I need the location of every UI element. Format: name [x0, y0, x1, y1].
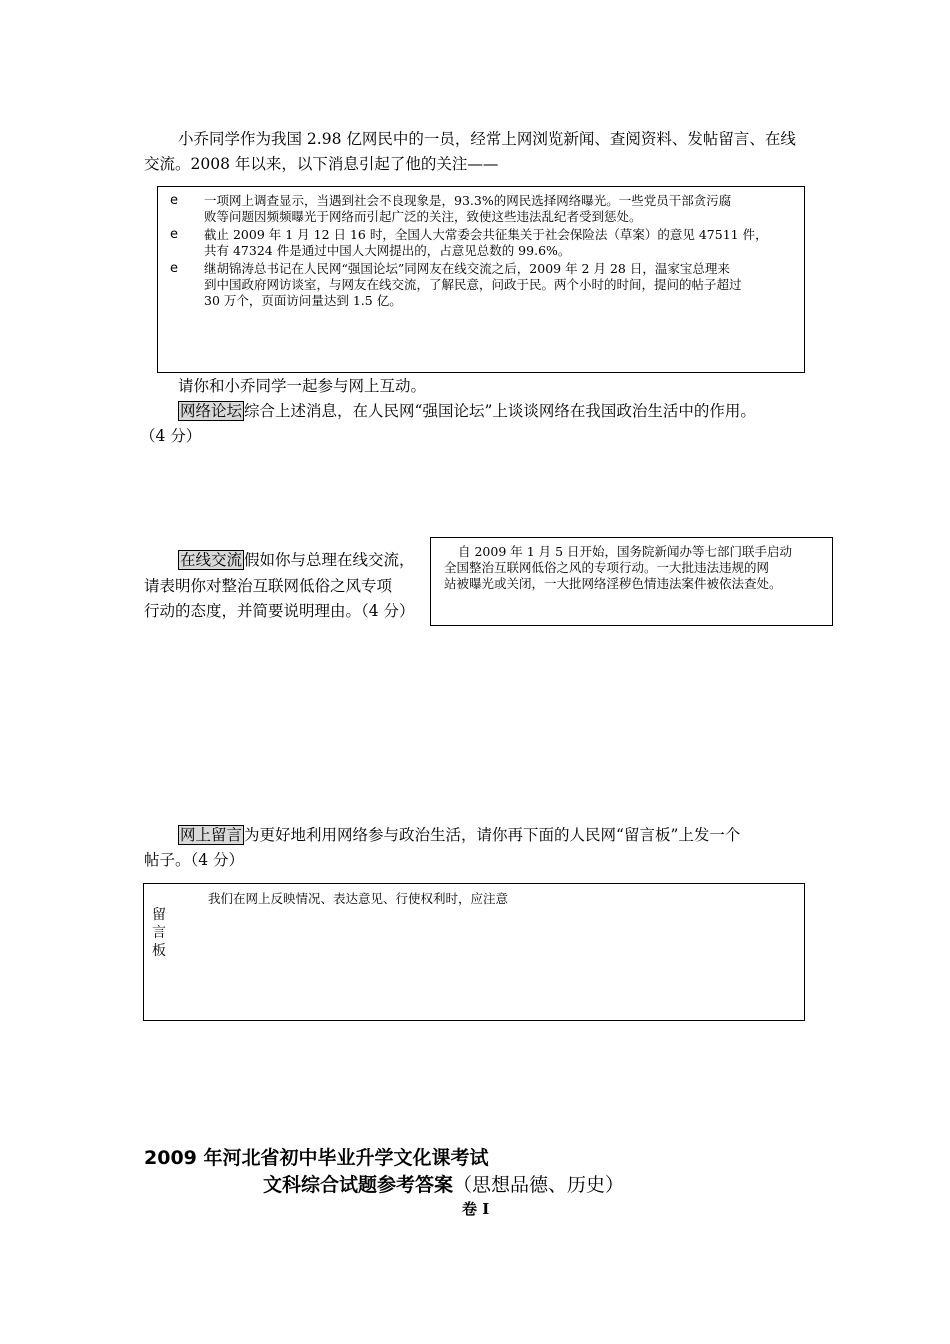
intro-line-2: 交流。2008 年以来，以下消息引起了他的关注—— [144, 155, 499, 173]
q3-line-1 [178, 822, 740, 848]
bullet-icon: e [170, 261, 178, 276]
label-char: 言 [152, 925, 166, 941]
volume-label: 卷 I [462, 1200, 490, 1218]
news-item-line: 继胡锦涛总书记在人民网“强国论坛”同网友在线交流之后，2009 年 2 月 28 日，温家宝总理来 [204, 261, 730, 276]
news-box [157, 186, 805, 373]
q1-text: 综合上述消息，在人民网“强国论坛”上谈谈网络在我国政治生活中的作用。 [244, 402, 756, 420]
news-item [158, 193, 804, 225]
label-char: 留 [152, 907, 166, 923]
news-item-line: 败等问题因频频曝光于网络而引起广泛的关注，致使这些违法乱纪者受到惩处。 [204, 209, 642, 224]
q2-info-line: 全国整治互联网低俗之风的专项行动。一大批违法违规的网 [444, 560, 770, 575]
news-item-line: 共有 47324 件是通过中国人大网提出的，占意见总数的 99.6%。 [204, 243, 571, 258]
news-item-line: 一项网上调查显示，当遇到社会不良现象是，93.3%的网民选择网络曝光。一些党员干部贪污腐 [204, 193, 732, 208]
q2-tag: 在线交流 [180, 551, 243, 569]
answer-title: 2009 年河北省初中毕业升学文化课考试 [144, 1147, 489, 1169]
q2-line-2: 请表明你对整治互联网低俗之风专项 [144, 577, 393, 595]
bullet-icon: e [170, 193, 178, 208]
news-item-line: 截止 2009 年 1 月 12 日 16 时，全国人大常委会共征集关于社会保险法（草案）的意见 47511 件， [204, 227, 768, 242]
news-item-line: 到中国政府网访谈室，与网友在线交流，了解民意，问政于民。两个小时的时间，提问的帖子超过 [204, 277, 742, 292]
q1-points: （4 分） [140, 427, 202, 445]
news-item [158, 227, 804, 259]
q2-info-box [430, 537, 833, 626]
message-board-label [151, 906, 167, 960]
label-char: 板 [152, 943, 166, 959]
q1-line-1 [178, 398, 756, 424]
answer-subtitle-paren: （思想品德、历史） [453, 1174, 625, 1196]
news-item [158, 261, 804, 309]
q3-line-2: 帖子。（4 分） [144, 851, 245, 869]
q2-line-1 [178, 547, 415, 573]
prompt-text: 请你和小乔同学一起参与网上互动。 [178, 377, 427, 395]
bullet-icon: e [170, 227, 178, 242]
q2-text: 假如你与总理在线交流， [244, 551, 415, 569]
message-board-text: 我们在网上反映情况、表达意见、行使权利时，应注意 [208, 891, 509, 906]
q3-tag: 网上留言 [180, 826, 243, 844]
q2-info-line: 自 2009 年 1 月 5 日开始，国务院新闻办等七部门联手启动 [458, 544, 793, 559]
answer-subtitle-main: 文科综合试题参考答案 [263, 1174, 454, 1196]
q3-text: 为更好地利用网络参与政治生活，请你再下面的人民网“留言板”上发一个 [244, 826, 741, 844]
news-item-line: 30 万个，页面访问量达到 1.5 亿。 [204, 293, 402, 308]
answer-subtitle [263, 1170, 624, 1197]
q2-line-3: 行动的态度，并简要说明理由。（4 分） [144, 602, 415, 620]
q2-info-line: 站被曝光或关闭，一大批网络淫秽色情违法案件被依法查处。 [444, 576, 782, 591]
intro-line-1: 小乔同学作为我国 2.98 亿网民中的一员，经常上网浏览新闻、查阅资料、发帖留言、在线 [178, 130, 796, 148]
q1-tag: 网络论坛 [180, 402, 243, 420]
message-board [143, 883, 805, 1021]
